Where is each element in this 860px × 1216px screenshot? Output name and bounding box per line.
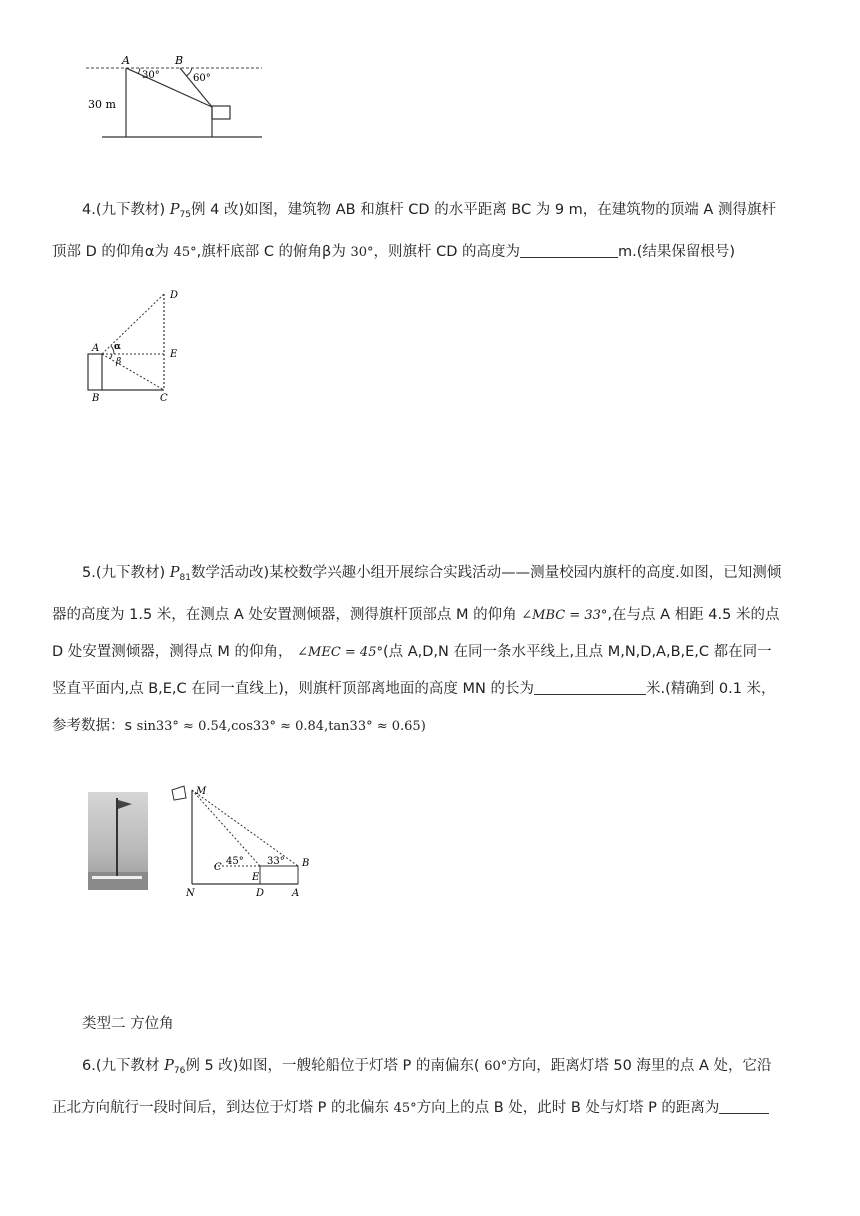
q4-source-suffix: 例 4 改) (191, 202, 245, 218)
q6-text-1b: 方向，距离灯塔 50 海里的点 A 处，它沿 (507, 1058, 772, 1074)
fig3-height-label: 30 m (88, 98, 116, 111)
fig3-label-b: B (175, 54, 184, 67)
q4-source-prefix: (九下教材) (95, 202, 170, 218)
flagpole-photo (88, 792, 148, 890)
q6-angle-60: 60° (484, 1059, 508, 1074)
q5-source-suffix: 数学活动改) (191, 565, 270, 581)
fig5-label-n: N (186, 888, 195, 899)
figure-q3 (80, 50, 270, 145)
fig4-label-b: B (92, 393, 100, 404)
q4-page-letter: P (169, 202, 180, 218)
q6-answer-blank[interactable] (719, 1099, 769, 1114)
figure-q5 (164, 782, 324, 900)
q5-text-4b: 米.(精确到 0.1 米， (646, 681, 776, 697)
fig5-angle-45: 45° (226, 856, 244, 867)
q5-page-num: 81 (179, 573, 191, 583)
section-title: 类型二 方位角 (82, 1016, 174, 1032)
fig4-label-e: E (170, 349, 178, 360)
q5-text-3a: D 处安置测倾器，测得点 M 的仰角， (52, 644, 298, 660)
q4-text-2d: m.(结果保留根号) (618, 244, 736, 260)
q4-answer-blank[interactable] (520, 243, 618, 258)
fig5-label-b: B (302, 858, 310, 869)
q4-angle-beta: 30° (350, 245, 374, 260)
q6-source-prefix: (九下教材 (95, 1058, 165, 1074)
q5-text-2a: 器的高度为 1.5 米，在测点 A 处安置测倾器，测得旗杆顶部点 M 的仰角 (52, 607, 522, 623)
q4-angle-alpha: 45° (173, 245, 197, 260)
q5-ref-data: sin33° ≈ 0.54,cos33° ≈ 0.84,tan33° ≈ 0.65) (136, 719, 426, 734)
q5-text-2b: ,在与点 A 相距 4.5 米的点 (607, 607, 780, 623)
section-heading (52, 1006, 812, 1043)
fig4-label-d: D (170, 290, 179, 301)
fig4-label-alpha: α (114, 342, 121, 352)
q4-text-2c: ，则旗杆 CD 的高度为 (373, 244, 520, 260)
fig4-label-a: A (92, 343, 100, 354)
q4-page-num: 75 (179, 210, 191, 220)
q5-text-line1: 某校数学兴趣小组开展综合实践活动——测量校园内旗杆的高度.如图，已知测倾 (269, 565, 782, 581)
question-6 (52, 1048, 812, 1127)
q6-angle-45: 45° (393, 1101, 417, 1116)
q5-angle-mec: ∠MEC = 45° (297, 645, 383, 660)
q6-text-1a: 如图，一艘轮船位于灯塔 P 的南偏东( (238, 1058, 485, 1074)
q6-page-letter: P (164, 1058, 174, 1074)
question-4 (52, 192, 812, 271)
fig3-angle-60: 60° (193, 73, 211, 84)
q4-number: 4. (82, 202, 96, 218)
q6-number: 6. (82, 1058, 96, 1074)
fig4-label-c: C (160, 393, 168, 404)
flagpole-photo-drawing (88, 792, 148, 890)
q4-text-line1: 如图，建筑物 AB 和旗杆 CD 的水平距离 BC 为 9 m，在建筑物的顶端 A 测得旗杆 (244, 202, 776, 218)
q5-angle-mbc: ∠MBC = 33° (521, 608, 608, 623)
q6-source-suffix: 例 5 改) (185, 1058, 239, 1074)
q5-answer-blank[interactable] (534, 680, 646, 695)
fig5-label-a: A (292, 888, 300, 899)
q5-text-3b: (点 A,D,N 在同一条水平线上,且点 M,N,D,A,B,E,C 都在同一 (382, 644, 772, 660)
fig5-label-c: C (214, 862, 222, 873)
q5-page-letter: P (169, 565, 180, 581)
fig5-label-e: E (252, 872, 260, 883)
q5-text-5a: 参考数据：s (52, 718, 137, 734)
fig3-label-a: A (122, 54, 130, 67)
q4-text-2b: ,旗杆底部 C 的俯角β为 (196, 244, 351, 260)
fig5-angle-33: 33° (267, 856, 285, 867)
fig4-label-beta: β (116, 357, 122, 367)
q4-text-2a: 顶部 D 的仰角α为 (52, 244, 174, 260)
figure-q4 (80, 284, 190, 406)
q5-text-4a: 竖直平面内,点 B,E,C 在同一直线上)，则旗杆顶部离地面的高度 MN 的长为 (52, 681, 535, 697)
question-5 (52, 555, 812, 745)
q6-text-2a: 正北方向航行一段时间后，到达位于灯塔 P 的北偏东 (52, 1100, 394, 1116)
fig5-label-m: M (196, 786, 207, 797)
q5-number: 5. (82, 565, 96, 581)
q5-source-prefix: (九下教材) (95, 565, 170, 581)
fig5-label-d: D (256, 888, 265, 899)
q6-page-num: 76 (173, 1066, 186, 1076)
q6-text-2b: 方向上的点 B 处，此时 B 处与灯塔 P 的距离为 (416, 1100, 720, 1116)
fig3-angle-30: 30° (142, 70, 160, 81)
